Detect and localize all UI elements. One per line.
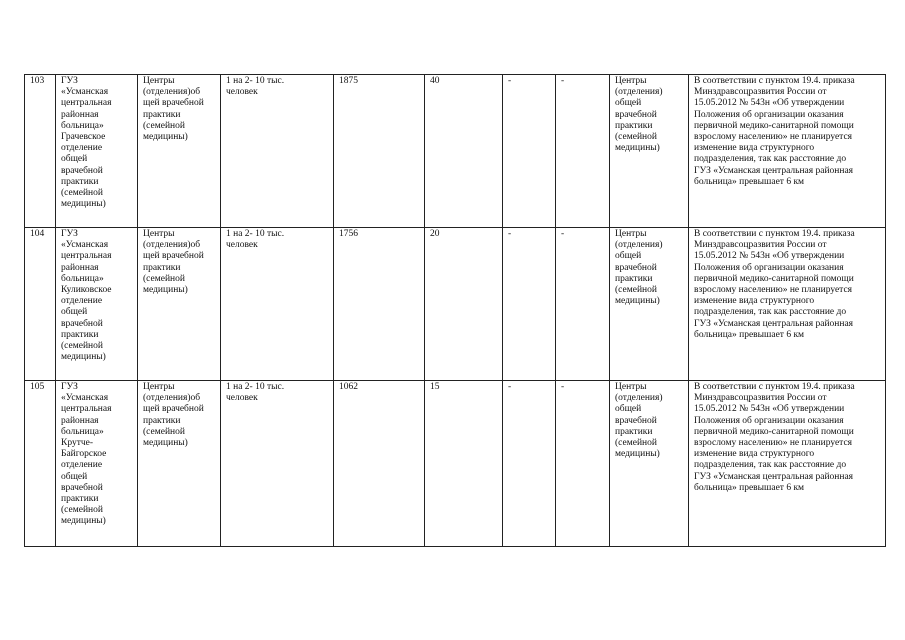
population: 1875 <box>334 75 425 228</box>
row-number: 103 <box>25 75 56 228</box>
column-8: - <box>556 381 610 547</box>
norm: 1 на 2- 10 тыс. человек <box>221 75 334 228</box>
note: В соответствии с пунктом 19.4. приказа Минздравсоцразвития России от 15.05.2012 № 543н «Об утверждении Положения об организации оказания первичной медико-санитарной помощи взрослому населению» не планируется изменение вида структурного подразделения, так как расстояние до ГУЗ «Усманская центральная районная больница» превышает 6 км <box>689 381 886 547</box>
value: 40 <box>425 75 503 228</box>
planned-type: Центры (отделения) общей врачебной практики (семейной медицины) <box>610 381 689 547</box>
population: 1062 <box>334 381 425 547</box>
column-7: - <box>503 75 556 228</box>
table-row <box>25 228 886 381</box>
column-8: - <box>556 228 610 381</box>
row-number: 105 <box>25 381 56 547</box>
organization-name: ГУЗ «Усманская центральная районная больница» Куликовское отделение общей врачебной практики (семейной медицины) <box>56 228 138 381</box>
facility-type: Центры (отделения)об щей врачебной практики (семейной медицины) <box>138 228 221 381</box>
note: В соответствии с пунктом 19.4. приказа Минздравсоцразвития России от 15.05.2012 № 543н «Об утверждении Положения об организации оказания первичной медико-санитарной помощи взрослому населению» не планируется изменение вида структурного подразделения, так как расстояние до ГУЗ «Усманская центральная районная больница» превышает 6 км <box>689 75 886 228</box>
organization-name: ГУЗ «Усманская центральная районная больница» Крутче- Байгорское отделение общей врачебной практики (семейной медицины) <box>56 381 138 547</box>
planned-type: Центры (отделения) общей врачебной практики (семейной медицины) <box>610 228 689 381</box>
table-row <box>25 381 886 547</box>
facility-type: Центры (отделения)об щей врачебной практики (семейной медицины) <box>138 381 221 547</box>
norm: 1 на 2- 10 тыс. человек <box>221 228 334 381</box>
organization-name: ГУЗ «Усманская центральная районная больница» Грачевское отделение общей врачебной практики (семейной медицины) <box>56 75 138 228</box>
planned-type: Центры (отделения) общей врачебной практики (семейной медицины) <box>610 75 689 228</box>
value: 15 <box>425 381 503 547</box>
note: В соответствии с пунктом 19.4. приказа Минздравсоцразвития России от 15.05.2012 № 543н «Об утверждении Положения об организации оказания первичной медико-санитарной помощи взрослому населению» не планируется изменение вида структурного подразделения, так как расстояние до ГУЗ «Усманская центральная районная больница» превышает 6 км <box>689 228 886 381</box>
column-7: - <box>503 381 556 547</box>
column-8: - <box>556 75 610 228</box>
norm: 1 на 2- 10 тыс. человек <box>221 381 334 547</box>
facilities-table <box>24 74 886 547</box>
column-7: - <box>503 228 556 381</box>
row-number: 104 <box>25 228 56 381</box>
population: 1756 <box>334 228 425 381</box>
value: 20 <box>425 228 503 381</box>
facility-type: Центры (отделения)об щей врачебной практики (семейной медицины) <box>138 75 221 228</box>
table-row <box>25 75 886 228</box>
